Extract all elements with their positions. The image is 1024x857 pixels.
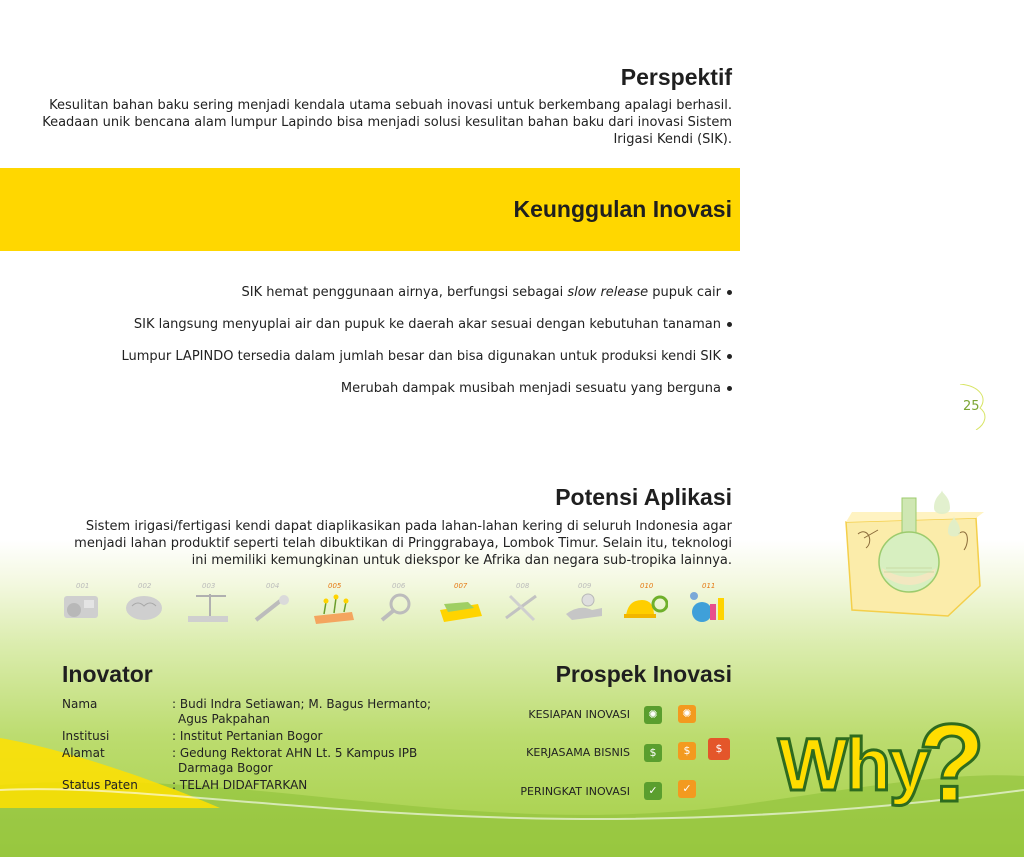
- money-bag-icon: $: [678, 742, 696, 760]
- icon-item: [376, 582, 426, 626]
- inovator-key: Status Paten: [62, 778, 138, 792]
- prospek-kerjasama-label: KERJASAMA BISNIS: [526, 746, 630, 759]
- potensi-line: ini memiliki kemungkinan untuk diekspor ke Afrika dan negara sub-tropika lainnya.: [191, 553, 732, 568]
- tools-icon: [500, 590, 544, 624]
- bullet-text-pre: SIK hemat penggunaan airnya, berfungsi sebagai: [241, 285, 568, 300]
- prospek-kesiapan-label: KESIAPAN INOVASI: [528, 708, 630, 721]
- perspektif-line: Irigasi Kendi (SIK).: [613, 132, 732, 147]
- icon-item: [250, 582, 300, 626]
- inovator-row: [62, 697, 442, 727]
- icon-number: 004: [266, 582, 280, 590]
- gear-icon: ✺: [678, 705, 696, 723]
- inovator-row: [62, 729, 442, 744]
- icon-item: [186, 582, 236, 626]
- keunggulan-list: [32, 284, 732, 412]
- icon-number: 003: [202, 582, 216, 590]
- list-item: [32, 284, 732, 316]
- icon-number: 006: [392, 582, 406, 590]
- icon-item: [60, 582, 110, 626]
- why-word: Why: [778, 723, 929, 806]
- magnifier-icon: [376, 590, 420, 624]
- bullet-dot-icon: [727, 322, 732, 327]
- prospek-heading: Prospek Inovasi: [555, 661, 732, 687]
- icon-number: 010: [640, 582, 654, 590]
- perspektif-line: Keadaan unik bencana alam lumpur Lapindo bisa menjadi solusi kesulitan bahan baku dari inovasi Sistem: [42, 115, 732, 130]
- bullet-text-post: pupuk cair: [648, 285, 721, 300]
- kendi-illustration: [838, 490, 988, 620]
- crane-icon: [186, 590, 230, 624]
- potensi-line: menjadi lahan produktif seperti telah dibuktikan di Pringgrabaya, Lombok Timur. Selain itu, teknologi: [74, 536, 732, 551]
- bullet-text: Lumpur LAPINDO tersedia dalam jumlah besar dan bisa digunakan untuk produksi kendi SIK: [121, 349, 721, 364]
- gear-icon: ✺: [644, 706, 662, 724]
- inovator-key: Alamat: [62, 746, 105, 760]
- inovator-value: : TELAH DIDAFTARKAN: [172, 778, 308, 792]
- inovator-value: : Institut Pertanian Bogor: [172, 729, 323, 743]
- inovator-row: [62, 778, 442, 793]
- icon-item: [122, 582, 172, 626]
- icon-item: [438, 582, 488, 626]
- list-item: [32, 348, 732, 380]
- seedling-field-icon: [312, 590, 356, 624]
- money-bag-icon: $: [644, 744, 662, 762]
- potensi-heading: Potensi Aplikasi: [555, 484, 732, 510]
- land-icon: [438, 590, 482, 624]
- bullet-text-italic: slow release: [567, 285, 649, 300]
- recycle-helmet-icon: [624, 590, 668, 624]
- potensi-line: Sistem irigasi/fertigasi kendi dapat diaplikasikan pada lahan-lahan kering di seluruh Indonesia agar: [85, 519, 732, 534]
- prospek-peringkat-label: PERINGKAT INOVASI: [520, 785, 630, 798]
- inovator-value-cont: Agus Pakpahan: [178, 712, 271, 726]
- keunggulan-heading: Keunggulan Inovasi: [513, 196, 732, 222]
- needle-icon: [250, 590, 294, 624]
- application-icons-row: [60, 582, 740, 626]
- bullet-dot-icon: [727, 354, 732, 359]
- money-bag-icon: $: [708, 738, 730, 760]
- inovator-key: Institusi: [62, 729, 110, 743]
- bullet-text: Merubah dampak musibah menjadi sesuatu yang berguna: [340, 381, 721, 396]
- inovator-value-cont: Darmaga Bogor: [178, 761, 273, 775]
- icon-number: 002: [138, 582, 152, 590]
- icon-number: 007: [454, 582, 468, 590]
- inovator-row: [62, 746, 442, 776]
- perspektif-heading: Perspektif: [620, 64, 732, 90]
- thumbs-up-icon: ✓: [678, 780, 696, 798]
- perspektif-line: Kesulitan bahan baku sering menjadi kendala utama sebuah inovasi untuk berkembang apalagi berhasil.: [49, 98, 732, 113]
- icon-number: 001: [76, 582, 90, 590]
- hand-gear-icon: [562, 590, 606, 624]
- inovator-value: : Gedung Rektorat AHN Lt. 5 Kampus IPB: [172, 746, 418, 760]
- icon-item: [686, 582, 736, 626]
- potensi-paragraph: [32, 518, 732, 569]
- machine-icon: [60, 590, 104, 624]
- icon-number: 005: [328, 582, 342, 590]
- bullet-dot-icon: [727, 386, 732, 391]
- thumbs-up-icon: ✓: [644, 782, 662, 800]
- business-globe-icon: [686, 590, 730, 624]
- page-number-marker: [958, 384, 998, 430]
- why-question-mark: ?: [918, 702, 986, 825]
- icon-number: 009: [578, 582, 592, 590]
- page-number: 25: [963, 399, 980, 414]
- inovator-key: Nama: [62, 697, 98, 711]
- icon-item: [312, 582, 362, 626]
- brain-icon: [122, 590, 166, 624]
- bullet-dot-icon: [727, 290, 732, 295]
- icon-number: 011: [702, 582, 716, 590]
- icon-number: 008: [516, 582, 530, 590]
- inovator-details: [62, 697, 442, 795]
- inovator-value: : Budi Indra Setiawan; M. Bagus Hermanto;: [172, 697, 432, 711]
- icon-item: [500, 582, 550, 626]
- list-item: [32, 380, 732, 412]
- list-item: [32, 316, 732, 348]
- perspektif-paragraph: [32, 97, 732, 148]
- bullet-text: SIK langsung menyuplai air dan pupuk ke daerah akar sesuai dengan kebutuhan tanaman: [133, 317, 721, 332]
- icon-item: [624, 582, 674, 626]
- inovator-heading: Inovator: [62, 661, 153, 687]
- icon-item: [562, 582, 612, 626]
